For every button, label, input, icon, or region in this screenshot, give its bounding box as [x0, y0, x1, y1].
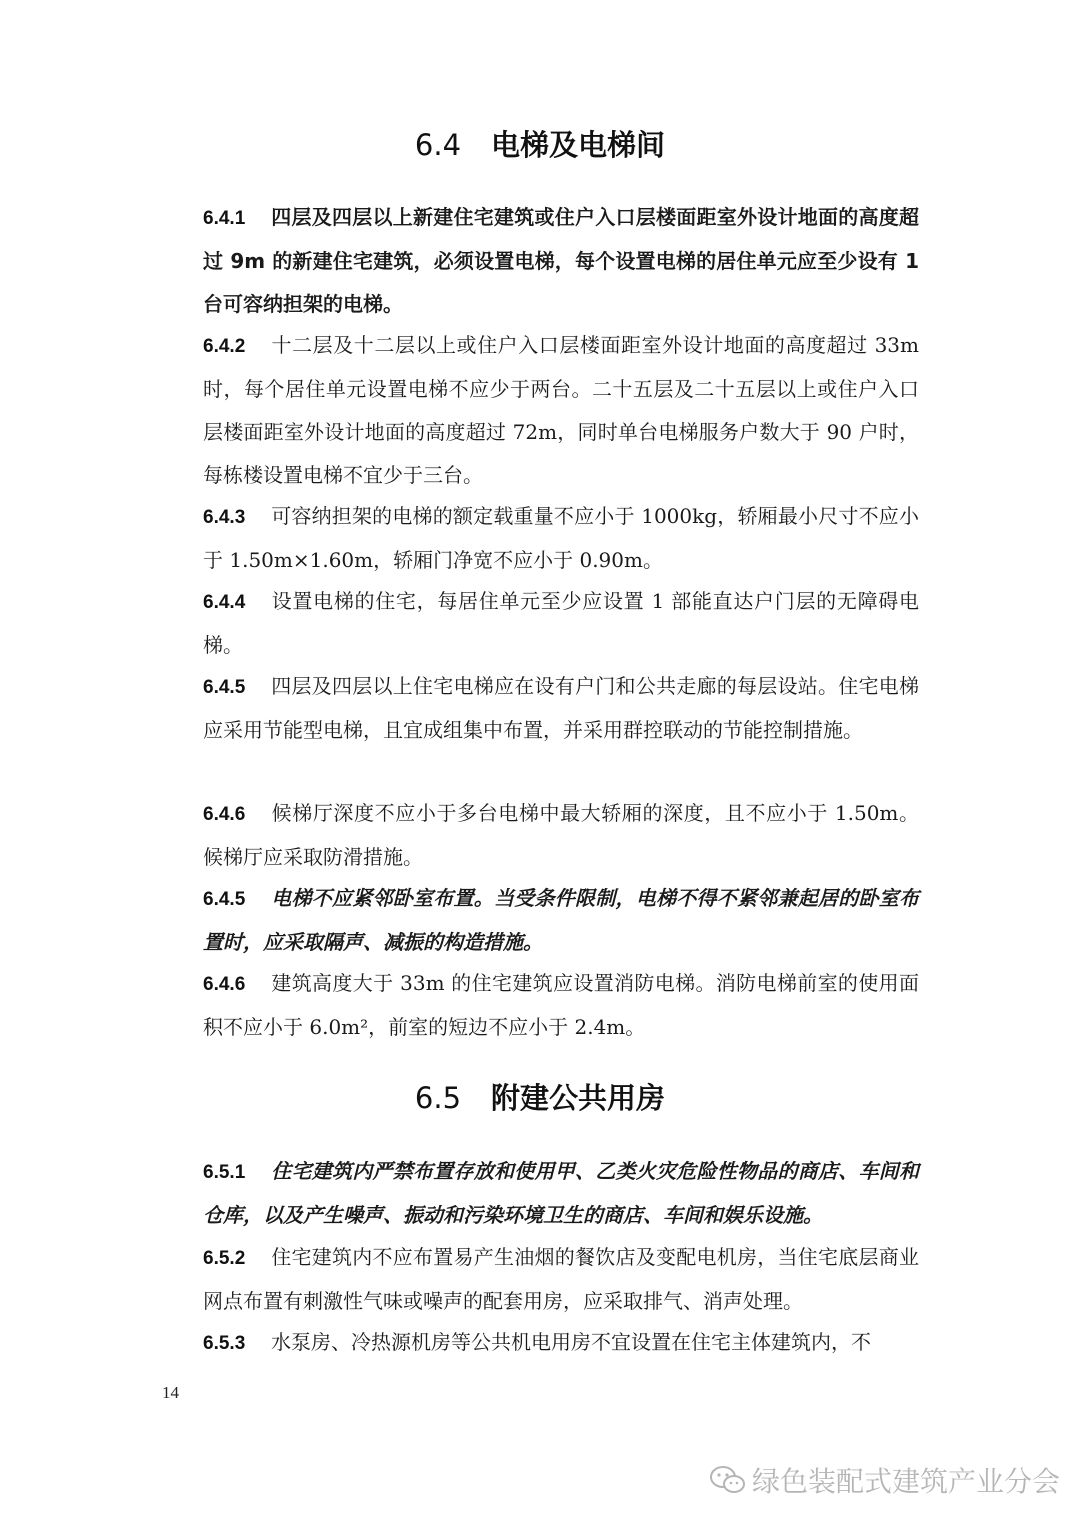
clause-number: 6.4.6 [203, 804, 246, 825]
section-title-text: 电梯及电梯间 [491, 128, 666, 162]
clause-text: 电梯不应紧邻卧室布置。当受条件限制，电梯不得不紧邻兼起居的卧室布置时，应采取隔声、减振的构造措施。 [203, 886, 919, 954]
clause-6-4-6-fire [203, 962, 919, 1049]
clause-number: 6.4.3 [203, 507, 246, 528]
clause-number: 6.5.1 [203, 1162, 246, 1183]
clause-6-5-1 [203, 1150, 919, 1237]
clause-text: 十二层及十二层以上或住户入口层楼面距室外设计地面的高度超过 33m 时，每个居住单元设置电梯不应少于两台。二十五层及二十五层以上或住户入口层楼面距室外设计地面的高度超过 72m，同时单台电梯服务户数大于 90 户时，每栋楼设置电梯不宜少于三台。 [203, 333, 919, 487]
clause-6-4-5 [203, 665, 919, 752]
section-heading-6-4 [0, 125, 1080, 165]
clause-text: 设置电梯的住宅，每居住单元至少应设置 1 部能直达户门层的无障碍电梯。 [203, 589, 919, 657]
clause-6-5-3 [203, 1321, 919, 1365]
clause-6-4-5-mandatory [203, 877, 919, 964]
clause-number: 6.4.4 [203, 592, 246, 613]
section-number: 6.4 [414, 128, 462, 162]
clause-number: 6.5.3 [203, 1333, 246, 1354]
clause-number: 6.4.6 [203, 974, 246, 995]
clause-6-4-6 [203, 792, 919, 879]
clause-text: 四层及四层以上住宅电梯应在设有户门和公共走廊的每层设站。住宅电梯应采用节能型电梯，且宜成组集中布置，并采用群控联动的节能控制措施。 [203, 674, 919, 742]
clause-6-4-2 [203, 324, 919, 497]
clause-text: 住宅建筑内严禁布置存放和使用甲、乙类火灾危险性物品的商店、车间和仓库，以及产生噪声、振动和污染环境卫生的商店、车间和娱乐设施。 [203, 1159, 919, 1227]
clause-text: 住宅建筑内不应布置易产生油烟的餐饮店及变配电机房，当住宅底层商业网点布置有刺激性气味或噪声的配套用房，应采取排气、消声处理。 [203, 1245, 919, 1313]
clause-6-4-1 [203, 196, 919, 326]
watermark [708, 1460, 1060, 1500]
watermark-text: 绿色装配式建筑产业分会 [752, 1465, 1061, 1498]
clause-number: 6.4.2 [203, 336, 246, 357]
clause-number: 6.5.2 [203, 1248, 246, 1269]
clause-text: 建筑高度大于 33m 的住宅建筑应设置消防电梯。消防电梯前室的使用面积不应小于 6.0m²，前室的短边不应小于 2.4m。 [203, 971, 919, 1039]
clause-text: 四层及四层以上新建住宅建筑或住户入口层楼面距室外设计地面的高度超过 9m 的新建住宅建筑，必须设置电梯，每个设置电梯的居住单元应至少设有 1 台可容纳担架的电梯。 [203, 205, 919, 316]
clause-number: 6.4.5 [203, 677, 246, 698]
clause-number: 6.4.1 [203, 208, 246, 229]
clause-text: 可容纳担架的电梯的额定载重量不应小于 1000kg，轿厢最小尺寸不应小于 1.50m×1.60m，轿厢门净宽不应小于 0.90m。 [203, 504, 919, 572]
clause-text: 候梯厅深度不应小于多台电梯中最大轿厢的深度，且不应小于 1.50m。候梯厅应采取防滑措施。 [203, 801, 919, 869]
section-heading-6-5 [0, 1078, 1080, 1118]
clause-6-5-2 [203, 1236, 919, 1323]
page-number: 14 [162, 1383, 179, 1402]
clause-6-4-4 [203, 580, 919, 667]
clause-text: 水泵房、冷热源机房等公共机电用房不宜设置在住宅主体建筑内，不 [271, 1330, 871, 1354]
wechat-icon [708, 1464, 746, 1496]
clause-number: 6.4.5 [203, 889, 246, 910]
section-number: 6.5 [414, 1081, 462, 1115]
clause-6-4-3 [203, 495, 919, 582]
section-title-text: 附建公共用房 [491, 1081, 666, 1115]
